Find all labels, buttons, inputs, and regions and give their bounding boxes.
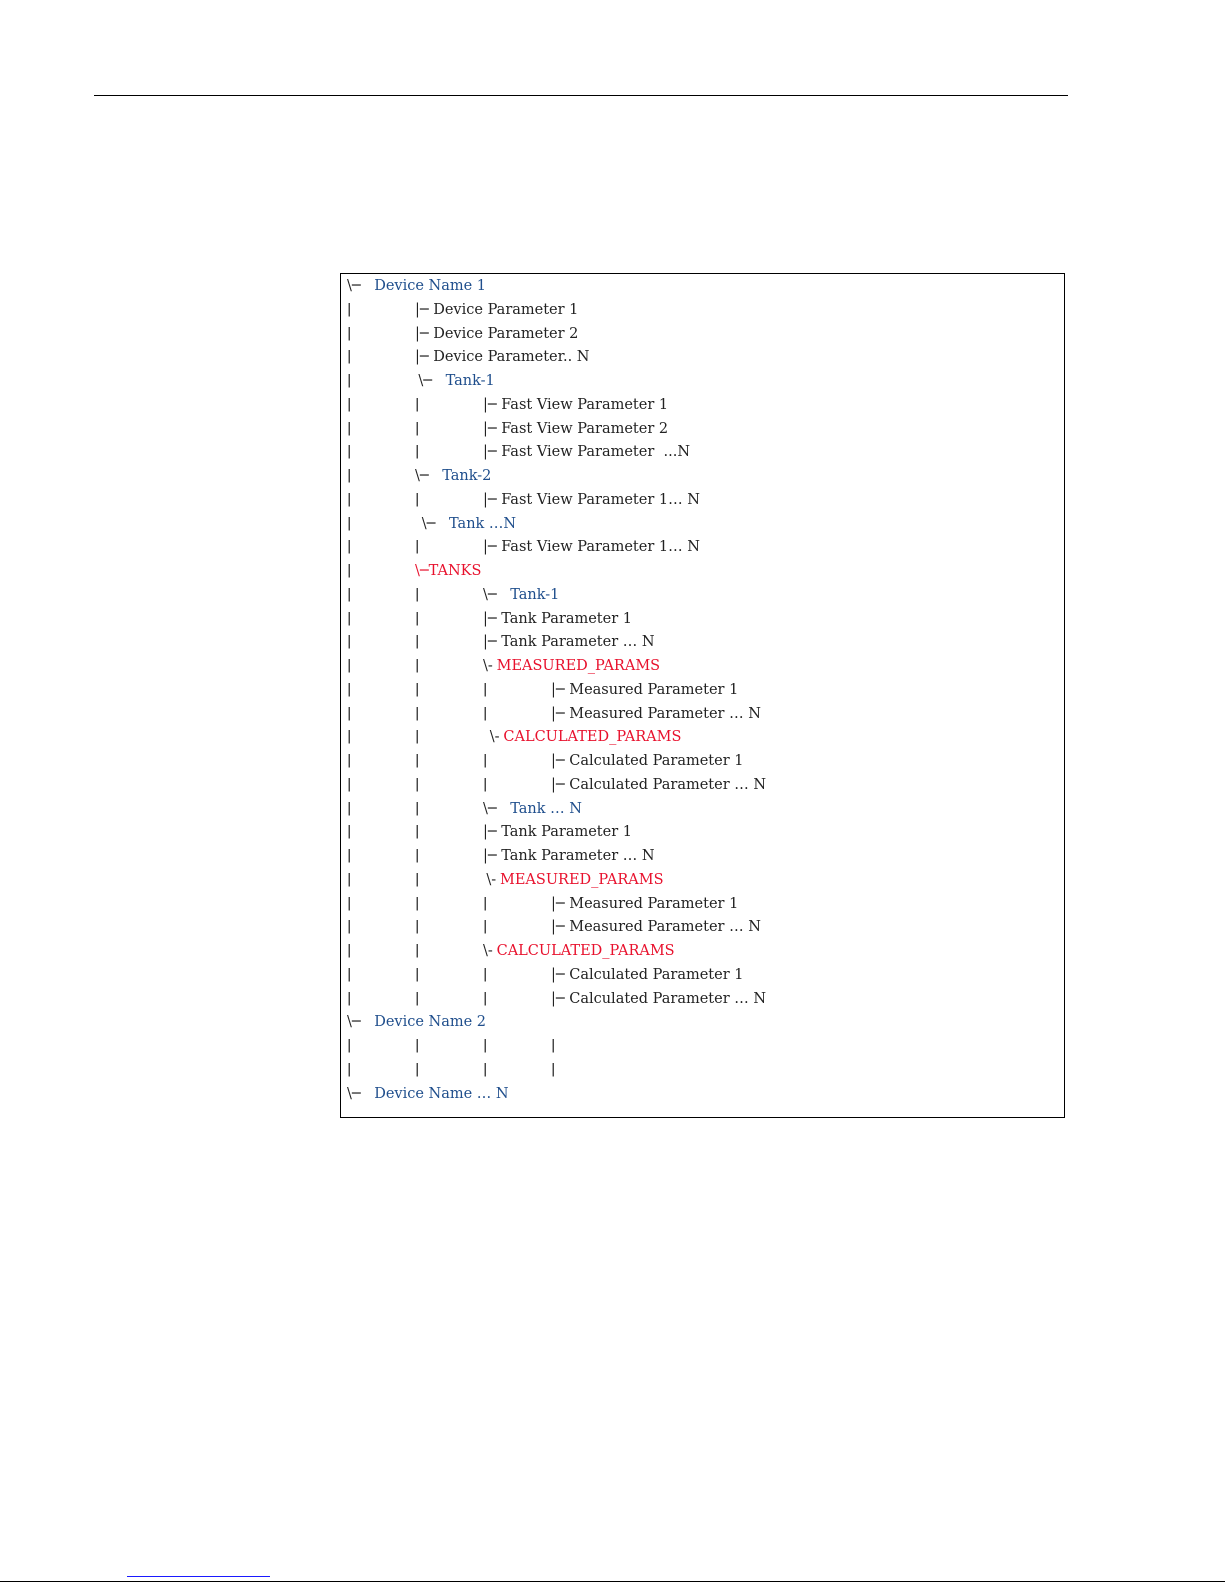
tree-item-label: |─ Tank Parameter 1	[483, 824, 632, 841]
tree-connector: |	[415, 800, 420, 816]
tree-row	[341, 608, 1064, 630]
tree-row	[341, 940, 1064, 962]
tree-node-label: Tank-1	[510, 586, 560, 603]
tree-connector: |	[347, 396, 352, 412]
tree-connector: |	[347, 420, 352, 436]
tree-row	[341, 750, 1064, 772]
tree-item-label: \─	[483, 586, 502, 603]
tree-connector: |	[415, 444, 420, 460]
tree-connector: |	[347, 848, 352, 863]
tree-node-label: Tank …N	[449, 515, 517, 532]
tree-item-label: |─ Fast View Parameter 2	[483, 420, 669, 437]
tree-row	[341, 988, 1064, 1010]
tree-item-label: |─ Calculated Parameter 1	[551, 966, 744, 983]
tree-node-label: Tank … N	[510, 800, 582, 817]
tree-item-label: |─ Measured Parameter 1	[551, 681, 739, 698]
tree-connector: |	[415, 396, 420, 412]
tree-connector: |	[347, 990, 352, 1006]
tree-connector: |	[483, 990, 488, 1006]
tree-item-label: \─	[421, 515, 441, 532]
tree-connector: |	[347, 658, 352, 673]
tree-connector: |	[347, 681, 352, 697]
tree-item-label: |─ Calculated Parameter … N	[551, 776, 767, 793]
tree-connector: |	[347, 966, 352, 982]
tree-connector: |	[415, 943, 420, 958]
tree-connector: |	[483, 681, 488, 697]
tree-item-label: \─	[347, 1014, 366, 1031]
tree-connector: |	[347, 1038, 352, 1053]
tree-row	[341, 1059, 1064, 1081]
tree-row	[341, 821, 1064, 843]
tree-connector: |	[415, 753, 420, 768]
tree-row	[341, 679, 1064, 701]
tree-connector: |	[347, 753, 352, 768]
tree-connector: |	[347, 349, 352, 365]
tree-row	[341, 560, 1064, 582]
tree-item-label: \-	[483, 943, 493, 959]
tree-row	[341, 774, 1064, 796]
tree-row	[341, 655, 1064, 677]
tree-row	[341, 845, 1064, 867]
tree-row	[341, 631, 1064, 653]
tree-node-label: Tank-2	[442, 468, 492, 484]
tree-row	[341, 726, 1064, 748]
tree-row	[341, 703, 1064, 725]
tree-row	[341, 584, 1064, 606]
tree-node-label: Device Name 2	[374, 1014, 487, 1031]
tree-item-label: |─ Measured Parameter 1	[551, 895, 739, 912]
tree-item-label: \─	[418, 373, 437, 389]
tree-row	[341, 465, 1064, 487]
tree-connector: |	[347, 919, 352, 935]
tree-connector: |	[347, 634, 352, 650]
tree-item-label: |─ Fast View Parameter 1	[483, 396, 669, 413]
tree-connector: |	[347, 871, 352, 887]
tree-item-label: |─ Calculated Parameter … N	[551, 990, 767, 1007]
tree-connector: |	[347, 729, 352, 745]
tree-row	[341, 394, 1064, 416]
tree-connector: |	[347, 491, 352, 507]
tree-row	[341, 964, 1064, 986]
tree-connector: |	[347, 515, 352, 531]
tree-connector: |	[483, 776, 488, 792]
tree-item-label: |─ Device Parameter 1	[415, 301, 579, 318]
footer-rule	[0, 1581, 1225, 1582]
tree-row	[341, 346, 1064, 368]
tree-item-label: |─ Fast View Parameter 1… N	[483, 491, 700, 508]
tree-connector: |	[347, 539, 352, 555]
tree-item-label: \-	[483, 658, 493, 674]
footnote-rule	[127, 1576, 270, 1577]
tree-row	[341, 513, 1064, 535]
tree-node-label: Tank-1	[445, 373, 495, 389]
tree-connector: |	[483, 753, 488, 768]
tree-connector: |	[347, 776, 352, 792]
tree-item-label: |─ Tank Parameter 1	[483, 610, 632, 627]
tree-item-label: |─ Tank Parameter … N	[483, 848, 655, 864]
tree-row	[341, 418, 1064, 440]
tree-connector: |	[347, 468, 352, 483]
tree-row	[341, 1083, 1064, 1105]
tree-connector: |	[347, 895, 352, 911]
tree-connector: |	[415, 895, 420, 911]
tree-node-label: Device Name 1	[374, 278, 487, 294]
tree-group-label: \─TANKS	[415, 563, 482, 579]
tree-connector: |	[415, 1038, 420, 1053]
tree-connector: |	[347, 563, 352, 578]
tree-group-label: CALCULATED_PARAMS	[496, 943, 675, 959]
tree-item-label: |─ Measured Parameter … N	[551, 919, 761, 936]
tree-connector: |	[415, 1061, 420, 1077]
tree-row	[341, 1011, 1064, 1033]
tree-connector: |	[415, 919, 420, 935]
tree-connector: |	[415, 966, 420, 982]
tree-connector: |	[415, 705, 420, 721]
tree-item-label: |─ Calculated Parameter 1	[551, 753, 744, 769]
tree-item-label: \─	[347, 1085, 366, 1102]
tree-item-label: \─	[483, 800, 502, 817]
tree-connector: |	[415, 634, 420, 650]
tree-item-label: \-	[486, 871, 497, 888]
tree-connector: |	[347, 373, 352, 388]
tree-connector: |	[347, 444, 352, 460]
tree-connector: |	[415, 681, 420, 697]
tree-item-label: |─ Device Parameter 2	[415, 325, 579, 342]
tree-connector: |	[483, 1038, 488, 1053]
tree-connector: |	[483, 919, 488, 935]
tree-connector: |	[483, 705, 488, 721]
tree-connector: |	[415, 610, 420, 626]
tree-item-label: |─ Device Parameter.. N	[415, 349, 590, 366]
tree-connector: |	[415, 776, 420, 792]
tree-connector: |	[551, 1061, 556, 1077]
tree-group-label: MEASURED_PARAMS	[496, 658, 661, 674]
tree-connector: |	[347, 610, 352, 626]
header-rule	[94, 95, 1068, 96]
tree-connector: |	[415, 586, 420, 602]
tree-row	[341, 370, 1064, 392]
tree-connector: |	[483, 895, 488, 911]
tree-connector: |	[415, 848, 420, 863]
tree-connector: |	[347, 586, 352, 602]
tree-connector: |	[347, 325, 352, 341]
tree-row	[341, 536, 1064, 558]
tree-connector: |	[415, 420, 420, 436]
tree-connector: |	[551, 1038, 556, 1053]
tree-connector: |	[483, 966, 488, 982]
tree-connector: |	[347, 301, 352, 317]
device-tree-box	[340, 273, 1065, 1118]
tree-row	[341, 489, 1064, 511]
tree-connector: |	[415, 871, 420, 887]
tree-connector: |	[415, 990, 420, 1006]
tree-item-label: |─ Fast View Parameter ...N	[483, 444, 691, 461]
tree-row	[341, 893, 1064, 915]
tree-item-label: |─ Tank Parameter … N	[483, 634, 655, 651]
tree-connector: |	[347, 1061, 352, 1077]
tree-connector: |	[415, 491, 420, 507]
tree-item-label: |─ Fast View Parameter 1… N	[483, 539, 700, 556]
tree-row	[341, 441, 1064, 463]
tree-row	[341, 275, 1064, 297]
tree-row	[341, 323, 1064, 345]
tree-row	[341, 299, 1064, 321]
tree-row	[341, 798, 1064, 820]
tree-connector: |	[347, 824, 352, 840]
tree-connector: |	[415, 729, 420, 745]
tree-row	[341, 916, 1064, 938]
tree-row	[341, 869, 1064, 891]
tree-connector: |	[483, 1061, 488, 1077]
tree-connector: |	[415, 824, 420, 840]
tree-item-label: \-	[489, 729, 500, 746]
tree-connector: |	[347, 943, 352, 958]
tree-row	[341, 1035, 1064, 1057]
tree-connector: |	[347, 800, 352, 816]
tree-connector: |	[347, 705, 352, 721]
tree-item-label: \─	[347, 278, 366, 294]
tree-item-label: |─ Measured Parameter … N	[551, 705, 761, 722]
tree-group-label: CALCULATED_PARAMS	[503, 729, 682, 746]
tree-connector: |	[415, 658, 420, 673]
tree-item-label: \─	[415, 468, 434, 484]
tree-node-label: Device Name … N	[374, 1085, 509, 1102]
tree-group-label: MEASURED_PARAMS	[500, 871, 664, 888]
tree-connector: |	[415, 539, 420, 555]
